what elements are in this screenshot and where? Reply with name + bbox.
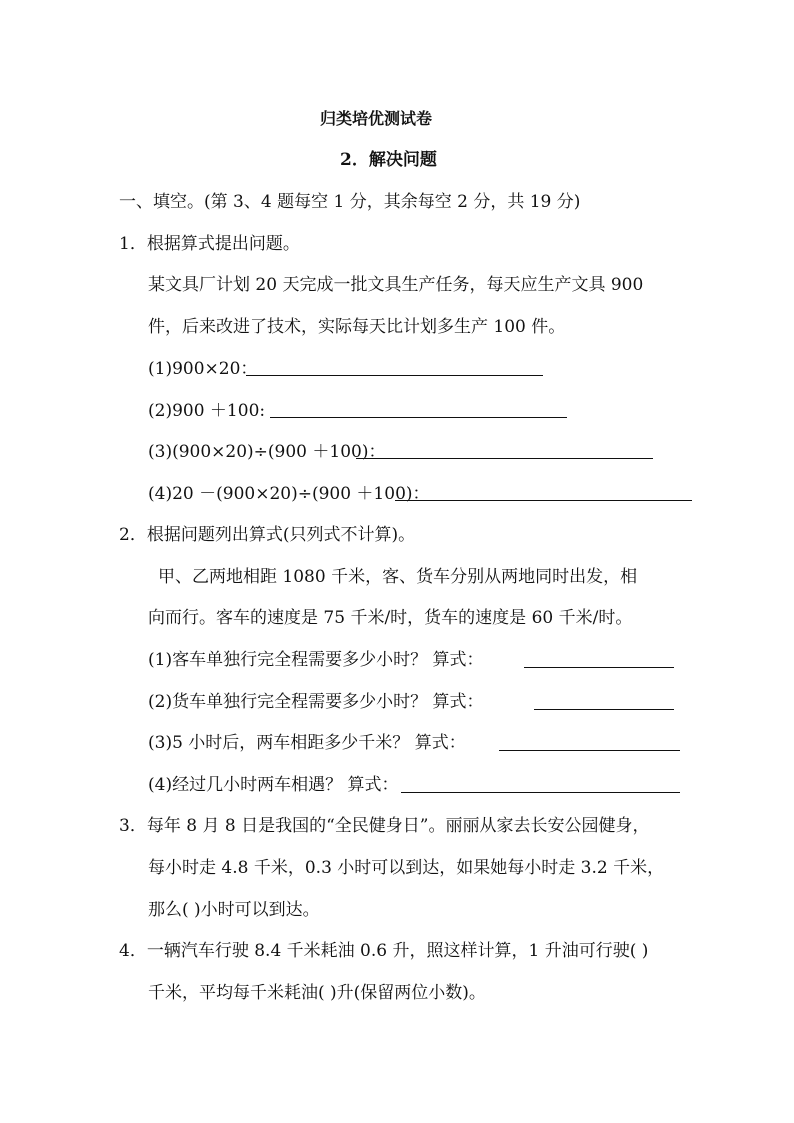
question-3-line1: 3．每年 8 月 8 日是我国的“全民健身日”。丽丽从家去长安公园健身， (119, 816, 650, 836)
answer-blank-2-1[interactable] (524, 667, 674, 668)
question-1-item-2: (2)900 ＋100: (148, 401, 266, 421)
question-1-item-4: (4)20 －(900×20)÷(900 ＋100)： (148, 484, 430, 504)
question-1-item-1: (1)900×20： (148, 359, 258, 379)
question-2-text-line1: 甲、乙两地相距 1080 千米，客、货车分别从两地同时出发，相 (158, 567, 638, 587)
page-subtitle: 2．解决问题 (340, 150, 437, 170)
answer-blank-1-3[interactable] (356, 458, 653, 459)
question-1-text-line1: 某文具厂计划 20 天完成一批文具生产任务，每天应生产文具 900 (148, 275, 644, 295)
question-3-line3: 那么( )小时可以到达。 (148, 900, 320, 920)
answer-blank-2-3[interactable] (499, 750, 680, 751)
section-heading: 一、填空。(第 3、4 题每空 1 分，其余每空 2 分，共 19 分) (119, 192, 581, 212)
question-3-line2: 每小时走 4.8 千米，0.3 小时可以到达，如果她每小时走 3.2 千米， (148, 858, 665, 878)
answer-blank-1-2[interactable] (270, 417, 567, 418)
question-1-text-line2: 件，后来改进了技术，实际每天比计划多生产 100 件。 (148, 317, 566, 337)
question-4-line1: 4．一辆汽车行驶 8.4 千米耗油 0.6 升，照这样计算，1 升油可行驶( ) (119, 941, 649, 961)
question-1-item-3: (3)(900×20)÷(900 ＋100)： (148, 442, 386, 462)
question-2-text-line2: 向而行。客车的速度是 75 千米/时，货车的速度是 60 千米/时。 (148, 608, 633, 628)
answer-blank-2-2[interactable] (534, 709, 674, 710)
question-2-item-4: (4)经过几小时两车相遇？ 算式： (148, 775, 399, 795)
answer-blank-1-4[interactable] (395, 500, 692, 501)
question-2-item-2: (2)货车单独行完全程需要多少小时？ 算式： (148, 692, 484, 712)
page-title: 归类培优测试卷 (320, 109, 433, 128)
question-2-label: 2．根据问题列出算式(只列式不计算)。 (119, 525, 416, 545)
question-1-label: 1．根据算式提出问题。 (119, 234, 300, 254)
question-4-line2: 千米，平均每千米耗油( )升(保留两位小数)。 (148, 983, 486, 1003)
question-2-item-1: (1)客车单独行完全程需要多少小时？ 算式： (148, 650, 484, 670)
answer-blank-1-1[interactable] (246, 375, 543, 376)
question-2-item-3: (3)5 小时后，两车相距多少千米？ 算式： (148, 733, 466, 753)
answer-blank-2-4[interactable] (401, 792, 680, 793)
